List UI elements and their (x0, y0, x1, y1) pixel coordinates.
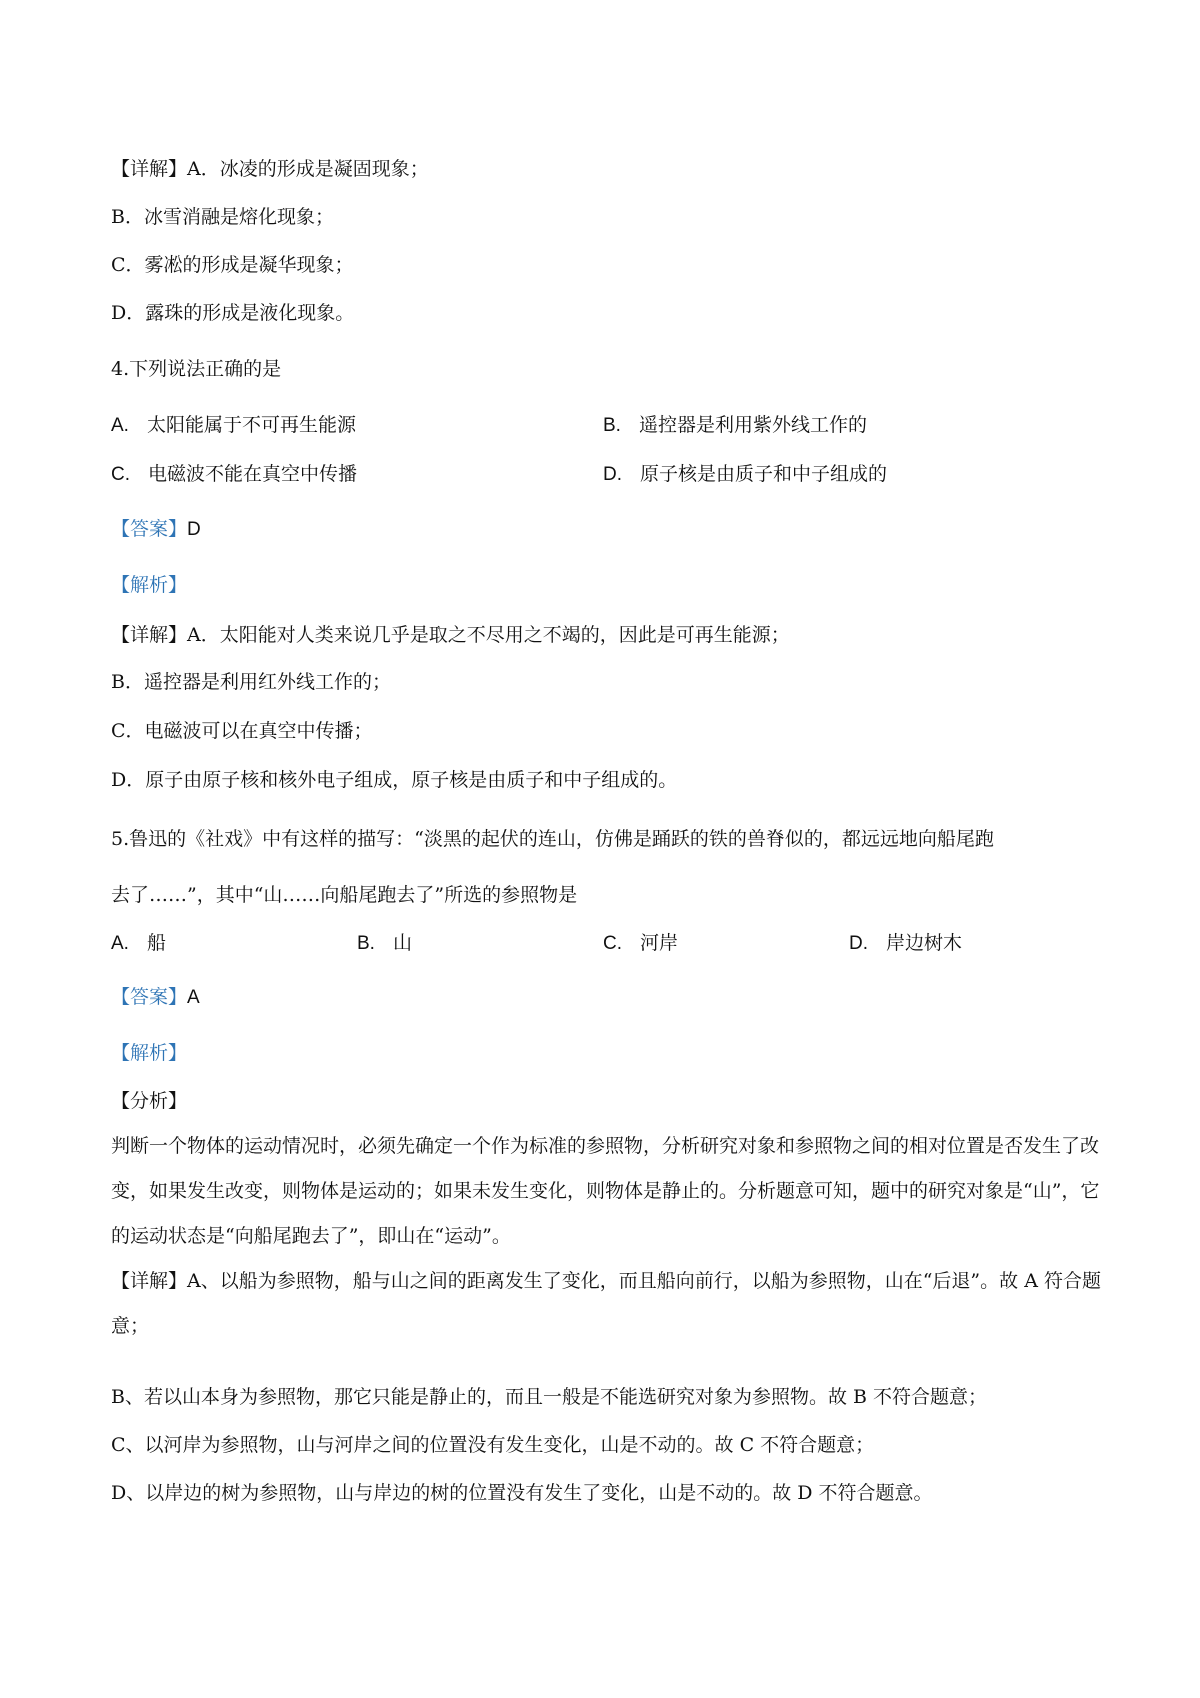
q5-detail-line-b: B、若以山本身为参照物，那它只能是静止的，而且一般是不能选研究对象为参照物。故 B 不符合题意； (111, 1386, 988, 1408)
q4-option-c-letter: C. (111, 464, 130, 485)
q5-option-a-text: 船 (147, 932, 167, 954)
q5-option-d-text: 岸边树木 (886, 932, 963, 954)
q5-fenxi-label: 【分析】 (111, 1090, 188, 1112)
q4-analysis-label: 【解析】 (111, 574, 188, 596)
q4-option-c (111, 461, 357, 488)
prev-detail-line-b: B．冰雪消融是熔化现象； (111, 206, 334, 228)
q5-stem-line-1: 5.鲁迅的《社戏》中有这样的描写：“淡黑的起伏的连山，仿佛是踊跃的铁的兽脊似的，都远远地向船尾跑 (111, 828, 994, 850)
q4-option-d-text: 原子核是由质子和中子组成的 (640, 463, 888, 485)
q4-option-a-text: 太阳能属于不可再生能源 (147, 414, 357, 436)
prev-detail-line-d: D．露珠的形成是液化现象。 (111, 302, 355, 324)
q5-answer (111, 984, 200, 1011)
prev-detail-line-c: C．雾凇的形成是凝华现象； (111, 254, 354, 276)
q4-option-b-letter: B. (603, 415, 621, 436)
q4-detail-line-c: C．电磁波可以在真空中传播； (111, 720, 373, 742)
q5-option-b-text: 山 (393, 932, 413, 954)
q5-option-a (111, 930, 166, 957)
prev-detail-line-a: 【详解】A．冰凌的形成是凝固现象； (111, 158, 429, 180)
q4-answer-value: D (187, 519, 201, 540)
q4-option-b (603, 412, 867, 439)
q5-option-d (849, 930, 962, 957)
q5-stem-line-2: 去了……”，其中“山……向船尾跑去了”所选的参照物是 (111, 884, 578, 906)
q4-option-d (603, 461, 887, 488)
q5-option-b (357, 930, 412, 957)
q5-answer-label: 【答案】 (111, 986, 188, 1008)
q4-detail-line-d: D．原子由原子核和核外电子组成，原子核是由质子和中子组成的。 (111, 769, 678, 791)
q5-detail-paragraph: 【详解】A、以船为参照物，船与山之间的距离发生了变化，而且船向前行，以船为参照物，山在“后退”。故 A 符合题意； (111, 1270, 1101, 1337)
q4-option-a-letter: A. (111, 415, 129, 436)
q4-stem: 4.下列说法正确的是 (111, 358, 282, 380)
q5-analysis-label: 【解析】 (111, 1042, 188, 1064)
q4-option-c-text: 电磁波不能在真空中传播 (148, 463, 358, 485)
q5-option-b-letter: B. (357, 933, 375, 954)
q5-fenxi-paragraph: 判断一个物体的运动情况时，必须先确定一个作为标准的参照物，分析研究对象和参照物之间的相对位置是否发生了改变，如果发生改变，则物体是运动的；如果未发生变化，则物体是静止的。分析题意可知，题中的研究对象是“山”，它的运动状态是“向船尾跑去了”，即山在“运动”。 (111, 1135, 1100, 1247)
q5-option-c-text: 河岸 (640, 932, 679, 954)
q5-option-d-letter: D. (849, 933, 868, 954)
q4-option-a (111, 412, 356, 439)
q5-detail-line-d: D、以岸边的树为参照物，山与岸边的树的位置没有发生了变化，山是不动的。故 D 不符合题意。 (111, 1482, 933, 1504)
q5-option-c (603, 930, 678, 957)
q5-option-a-letter: A. (111, 933, 129, 954)
q5-answer-value: A (187, 987, 200, 1008)
q4-option-d-letter: D. (603, 464, 622, 485)
q5-detail-line-c: C、以河岸为参照物，山与河岸之间的位置没有发生变化，山是不动的。故 C 不符合题意； (111, 1434, 875, 1456)
q4-detail-line-a: 【详解】A．太阳能对人类来说几乎是取之不尽用之不竭的，因此是可再生能源； (111, 624, 790, 646)
q4-answer (111, 516, 201, 543)
q4-detail-line-b: B．遥控器是利用红外线工作的； (111, 671, 391, 693)
q5-option-c-letter: C. (603, 933, 622, 954)
q4-option-b-text: 遥控器是利用紫外线工作的 (639, 414, 868, 436)
q4-answer-label: 【答案】 (111, 518, 188, 540)
